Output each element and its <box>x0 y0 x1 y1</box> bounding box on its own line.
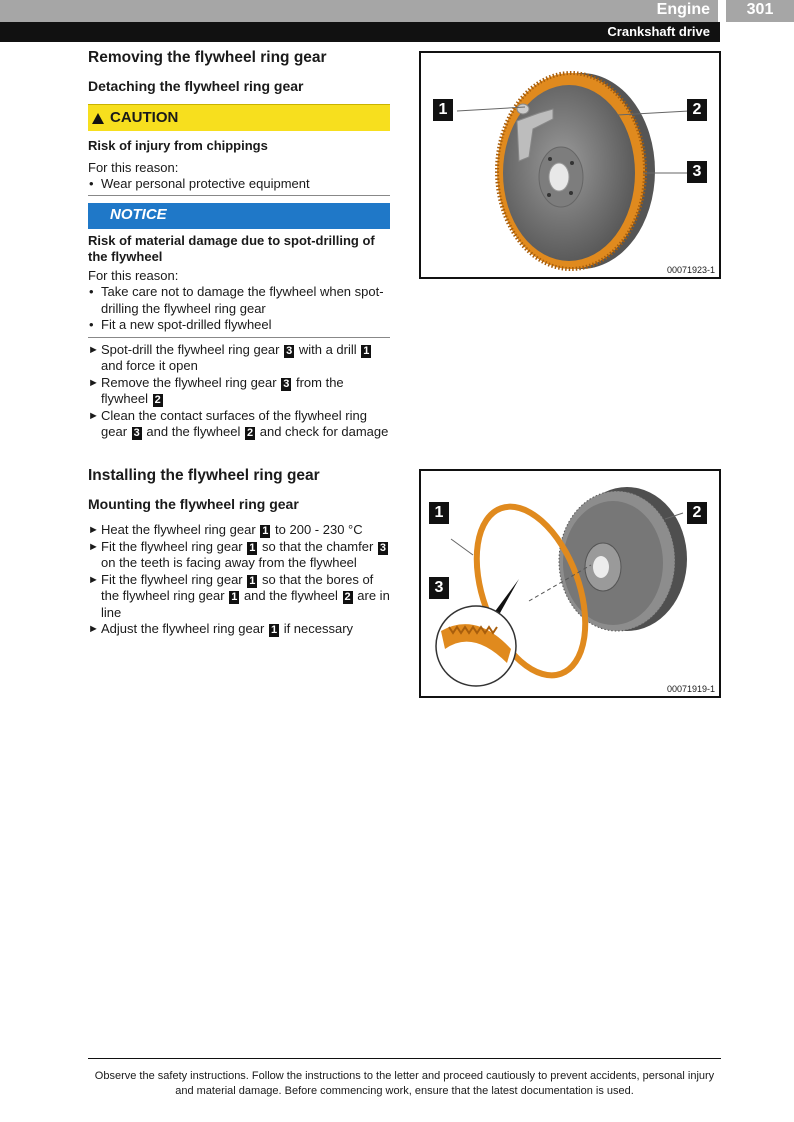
caution-banner <box>88 104 390 131</box>
notice-banner <box>88 203 390 229</box>
installing-subtitle: Mounting the flywheel ring gear <box>88 496 299 512</box>
notice-reason: For this reason: <box>88 267 179 283</box>
callout-3: 3 <box>687 161 707 183</box>
removing-subtitle: Detaching the flywheel ring gear <box>88 78 304 94</box>
caution-heading: Risk of injury from chippings <box>88 138 268 153</box>
removing-step-1: ► Spot-drill the flywheel ring gear 3 with a drill 1 and force it open <box>88 342 390 375</box>
caution-reason: For this reason: <box>88 159 179 175</box>
callout-2: 2 <box>687 502 707 524</box>
notice-label: NOTICE <box>110 206 167 224</box>
callout-1: 1 <box>433 99 453 121</box>
notice-bullet: • Take care not to damage the flywheel when spot-drilling the flywheel ring gear <box>88 284 390 317</box>
figure-removing <box>419 51 721 279</box>
flywheel-drill-illustration <box>421 53 719 277</box>
installing-step-2: ► Fit the flywheel ring gear 1 so that the chamfer 3 on the teeth is facing away from the flywheel <box>88 539 390 572</box>
installing-step-3: ► Fit the flywheel ring gear 1 so that the bores of the flywheel ring gear 1 and the flywheel 2 are in line <box>88 572 390 622</box>
installing-title: Installing the flywheel ring gear <box>88 467 320 484</box>
callout-2: 2 <box>687 99 707 121</box>
callout-3: 3 <box>429 577 449 599</box>
header-bar <box>0 0 718 22</box>
removing-title: Removing the flywheel ring gear <box>88 49 327 66</box>
caution-label: CAUTION <box>110 108 179 126</box>
callout-1: 1 <box>429 502 449 524</box>
removing-step-3: ► Clean the contact surfaces of the flywheel ring gear 3 and the flywheel 2 and check for damage <box>88 408 390 441</box>
warning-icon <box>92 113 104 124</box>
removing-step-2: ► Remove the flywheel ring gear 3 from the flywheel 2 <box>88 375 390 408</box>
section-title: Engine <box>656 1 710 18</box>
figure-id: 00071919-1 <box>666 684 715 694</box>
subsection-title: Crankshaft drive <box>607 24 710 39</box>
ring-gear-fitting-illustration <box>421 471 719 696</box>
page-number: 301 <box>746 1 774 18</box>
footer-divider <box>88 1058 721 1059</box>
installing-section <box>88 466 390 638</box>
safety-footer: Observe the safety instructions. Follow the instructions to the letter and proceed cautiously to prevent accidents, personal injury and material damage. Before commencing work, ensure that the latest documentation is used. <box>94 1070 715 1097</box>
caution-bullet: • Wear personal protective equipment <box>88 176 390 193</box>
removing-section <box>88 48 390 441</box>
notice-bullet: • Fit a new spot-drilled flywheel <box>88 317 390 334</box>
installing-step-4: ► Adjust the flywheel ring gear 1 if necessary <box>88 621 390 638</box>
installing-step-1: ► Heat the flywheel ring gear 1 to 200 - 230 °C <box>88 522 390 539</box>
divider <box>88 195 390 196</box>
figure-id: 00071923-1 <box>666 265 715 275</box>
notice-heading: Risk of material damage due to spot-drilling of the flywheel <box>88 232 375 264</box>
divider <box>88 337 390 338</box>
figure-installing <box>419 469 721 698</box>
